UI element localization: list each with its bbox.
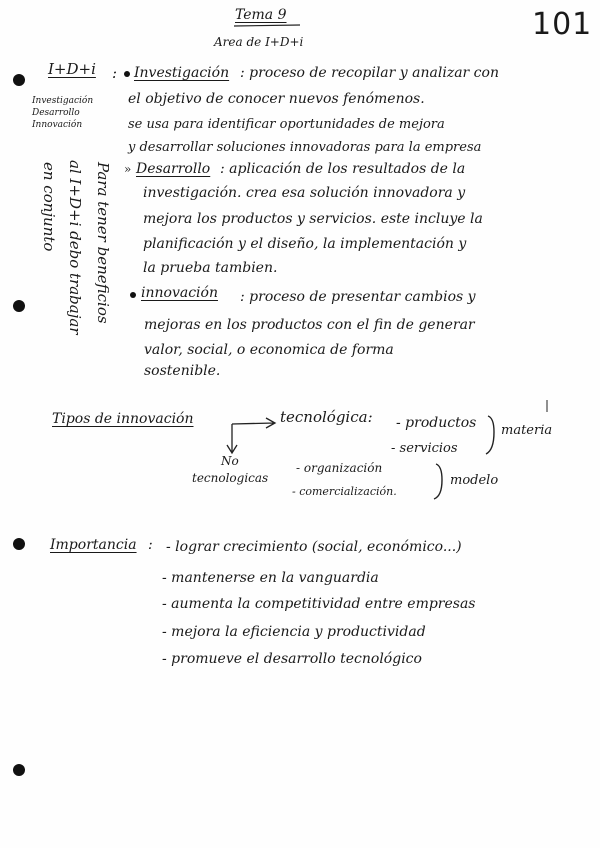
tech-label: tecnológica: (280, 408, 373, 426)
sublabel-innovacion: Innovación (32, 120, 83, 130)
side-note-line-3: en conjunto (40, 162, 58, 252)
desarrollo-line-4: planificación y el diseño, la implementación y (143, 236, 467, 252)
page-title: Tema 9 (235, 7, 287, 23)
desarrollo-line-3: mejora los productos y servicios. este incluye la (143, 211, 483, 227)
heading-importancia: Importancia (50, 537, 137, 553)
heading-investigacion: Investigación (134, 65, 230, 81)
tech-group-label: materia (501, 423, 553, 438)
investigacion-line-3: se usa para identificar oportunidades de mejora (128, 117, 445, 132)
sub-bullet-investigacion (124, 71, 130, 77)
sub-bullet-desarrollo: » (124, 162, 132, 176)
importancia-item-1: - lograr crecimiento (social, económico...) (166, 539, 462, 555)
innovacion-line-2: mejoras en los productos con el fin de generar (144, 317, 475, 333)
no-label: No (221, 454, 239, 468)
importancia-item-5: - promueve el desarrollo tecnológico (162, 651, 422, 667)
desarrollo-line-5: la prueba tambien. (143, 260, 278, 276)
importancia-colon: : (148, 537, 153, 553)
sublabel-desarrollo: Desarrollo (32, 108, 80, 118)
desarrollo-line-2: investigación. crea esa solución innovadora y (143, 185, 466, 201)
sublabel-investigacion: Investigación (32, 96, 94, 106)
tech-item-productos: - productos (396, 415, 477, 431)
bullet-2 (13, 300, 25, 312)
nontech-item-comercializacion: - comercialización. (292, 485, 397, 498)
term-idi: I+D+i (48, 60, 96, 78)
term-colon: : (112, 64, 118, 82)
bullet-3 (13, 538, 25, 550)
investigacion-line-1: : proceso de recopilar y analizar con (240, 65, 499, 81)
tech-item-servicios: - servicios (391, 441, 458, 456)
innovacion-line-4: sostenible. (144, 363, 221, 379)
nontech-group-label: modelo (450, 473, 499, 488)
heading-tipos-innovacion: Tipos de innovación (52, 411, 194, 427)
arrow-to-tech-icon (232, 418, 275, 428)
sub-bullet-innovacion (130, 292, 136, 298)
importancia-item-2: - mantenerse en la vanguardia (162, 570, 379, 586)
innovacion-line-3: valor, social, o economica de forma (144, 342, 394, 358)
investigacion-line-2: el objetivo de conocer nuevos fenómenos. (128, 91, 425, 107)
bullet-1 (13, 74, 25, 86)
page-number: 101 (532, 7, 593, 42)
bracket-modelo-icon (434, 464, 442, 499)
heading-desarrollo: Desarrollo (136, 161, 211, 177)
bracket-materia-icon (486, 416, 494, 454)
arrow-to-nontech-icon (227, 424, 237, 453)
innovacion-line-1: : proceso de presentar cambios y (240, 289, 476, 305)
nontech-label: tecnologicas (192, 471, 269, 485)
side-note-line-1: Para tener beneficios (94, 162, 112, 324)
nontech-item-organizacion: - organización (296, 461, 383, 475)
bullet-4 (13, 764, 25, 776)
importancia-item-4: - mejora la eficiencia y productividad (162, 624, 426, 640)
investigacion-line-4: y desarrollar soluciones innovadoras para la empresa (128, 140, 482, 155)
title-underline (234, 25, 300, 26)
desarrollo-line-1: : aplicación de los resultados de la (220, 161, 466, 177)
page-subtitle: Area de I+D+i (214, 35, 304, 49)
side-note-line-2: al I+D+i debo trabajar (66, 160, 84, 335)
heading-innovacion: innovación (141, 285, 218, 301)
importancia-item-3: - aumenta la competitividad entre empresas (162, 596, 476, 612)
